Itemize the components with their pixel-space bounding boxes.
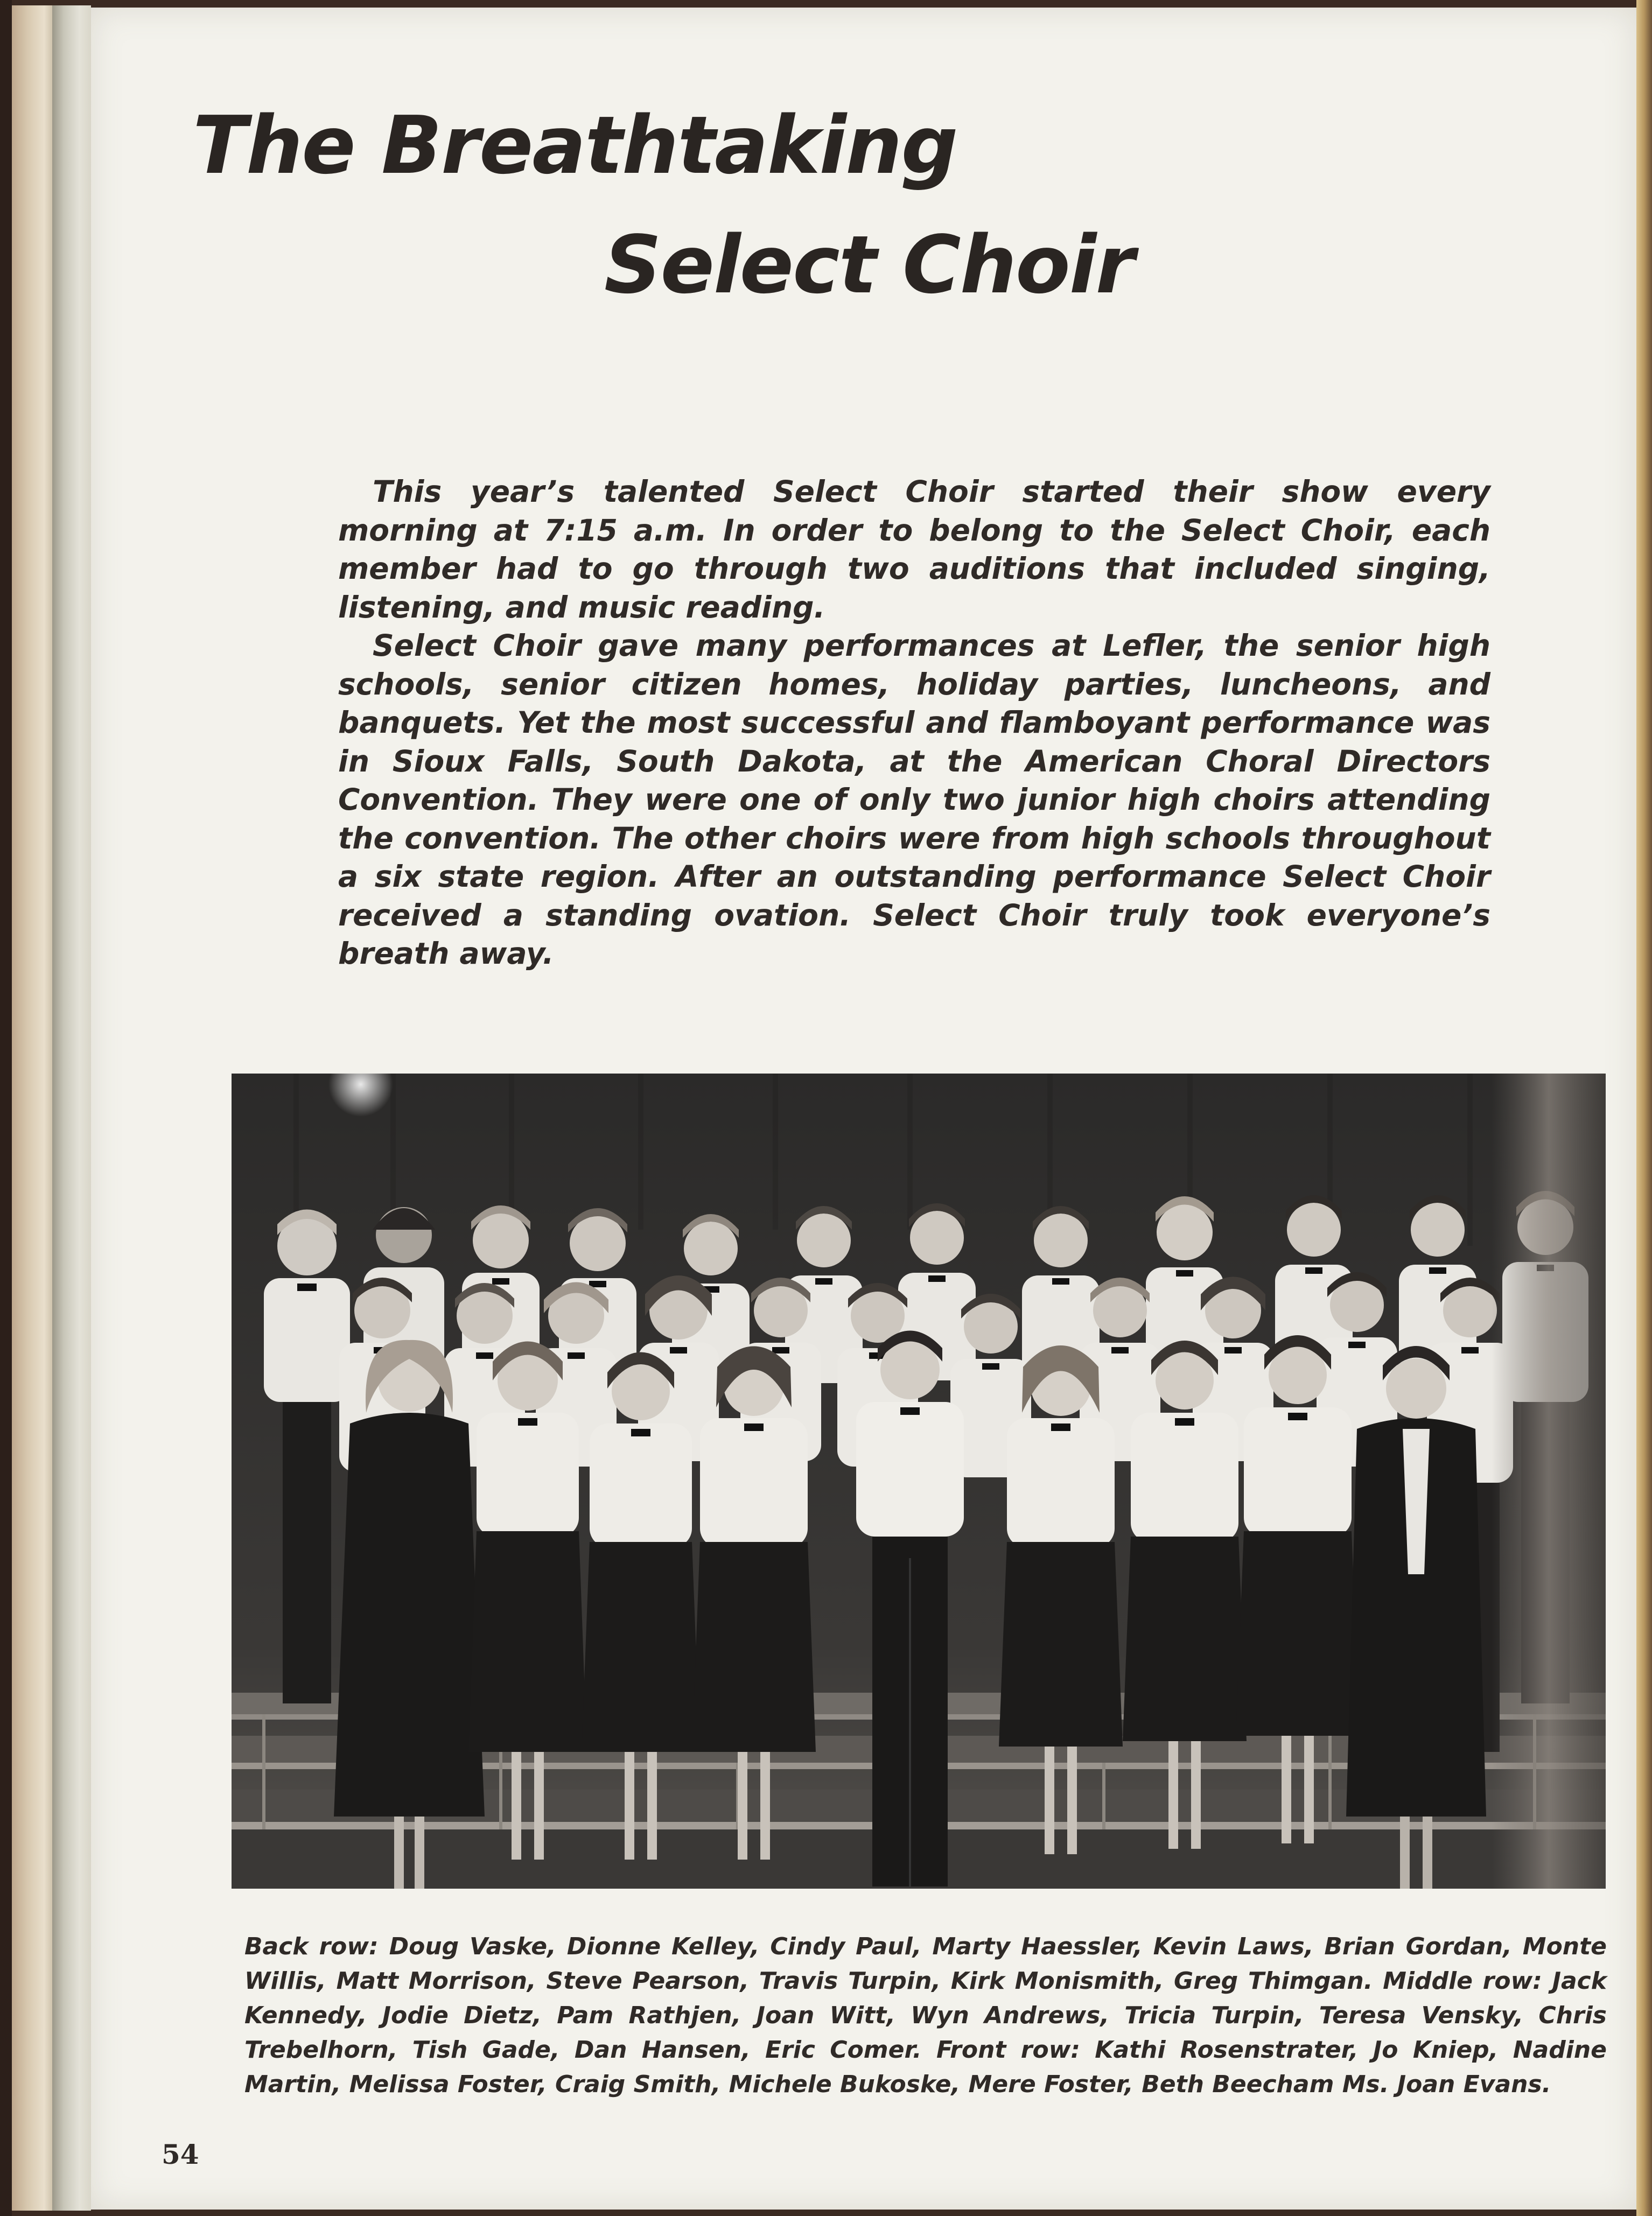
background-edge	[0, 0, 12, 2216]
page-edge-stack	[52, 5, 91, 2211]
article-paragraph-1: This year’s talented Select Choir started their show every morning at 7:15 a.m. In order to belong to the Select Choir, each member had to go through two auditions that included singing, listening, and music reading.	[338, 474, 1490, 625]
article-paragraph-2: Select Choir gave many performances at Lefler, the senior high schools, senior citizen homes, holiday parties, luncheons, and banquets. Yet the most successful and flamboyant performance was in Sioux Falls, South Dakota, at the American Choral Directors Convention. They were one of only two junior high choirs attending the convention. The other choirs were from high schools throughout a six state region. After an outstanding performance Select Choir received a standing ovation. Select Choir truly took everyone’s breath away.	[338, 628, 1490, 971]
article-body	[338, 473, 1490, 973]
photo-caption: Back row: Doug Vaske, Dionne Kelley, Cindy Paul, Marty Haessler, Kevin Laws, Brian Gordan, Monte Willis, Matt Morrison, Steve Pearson, Travis Turpin, Kirk Monismith, Greg Thimgan. Middle row: Jack Kennedy, Jodie Dietz, Pam Rathjen, Joan Witt, Wyn Andrews, Tricia Turpin, Teresa Vensky, Chris Trebelhorn, Tish Gade, Dan Hansen, Eric Comer. Front row: Kathi Rosenstrater, Jo Kniep, Nadine Martin, Melissa Foster, Craig Smith, Michele Bukoske, Mere Foster, Beth Beecham Ms. Joan Evans.	[244, 1933, 1607, 2098]
right-page-edge	[1636, 0, 1652, 2216]
page-number: 54	[162, 2138, 199, 2170]
choir-group-photo	[232, 1074, 1606, 1889]
page-title-line-2: Select Choir	[604, 219, 1134, 311]
page-title-line-1: The Breathtaking	[193, 99, 957, 192]
binding-gutter	[12, 5, 52, 2211]
